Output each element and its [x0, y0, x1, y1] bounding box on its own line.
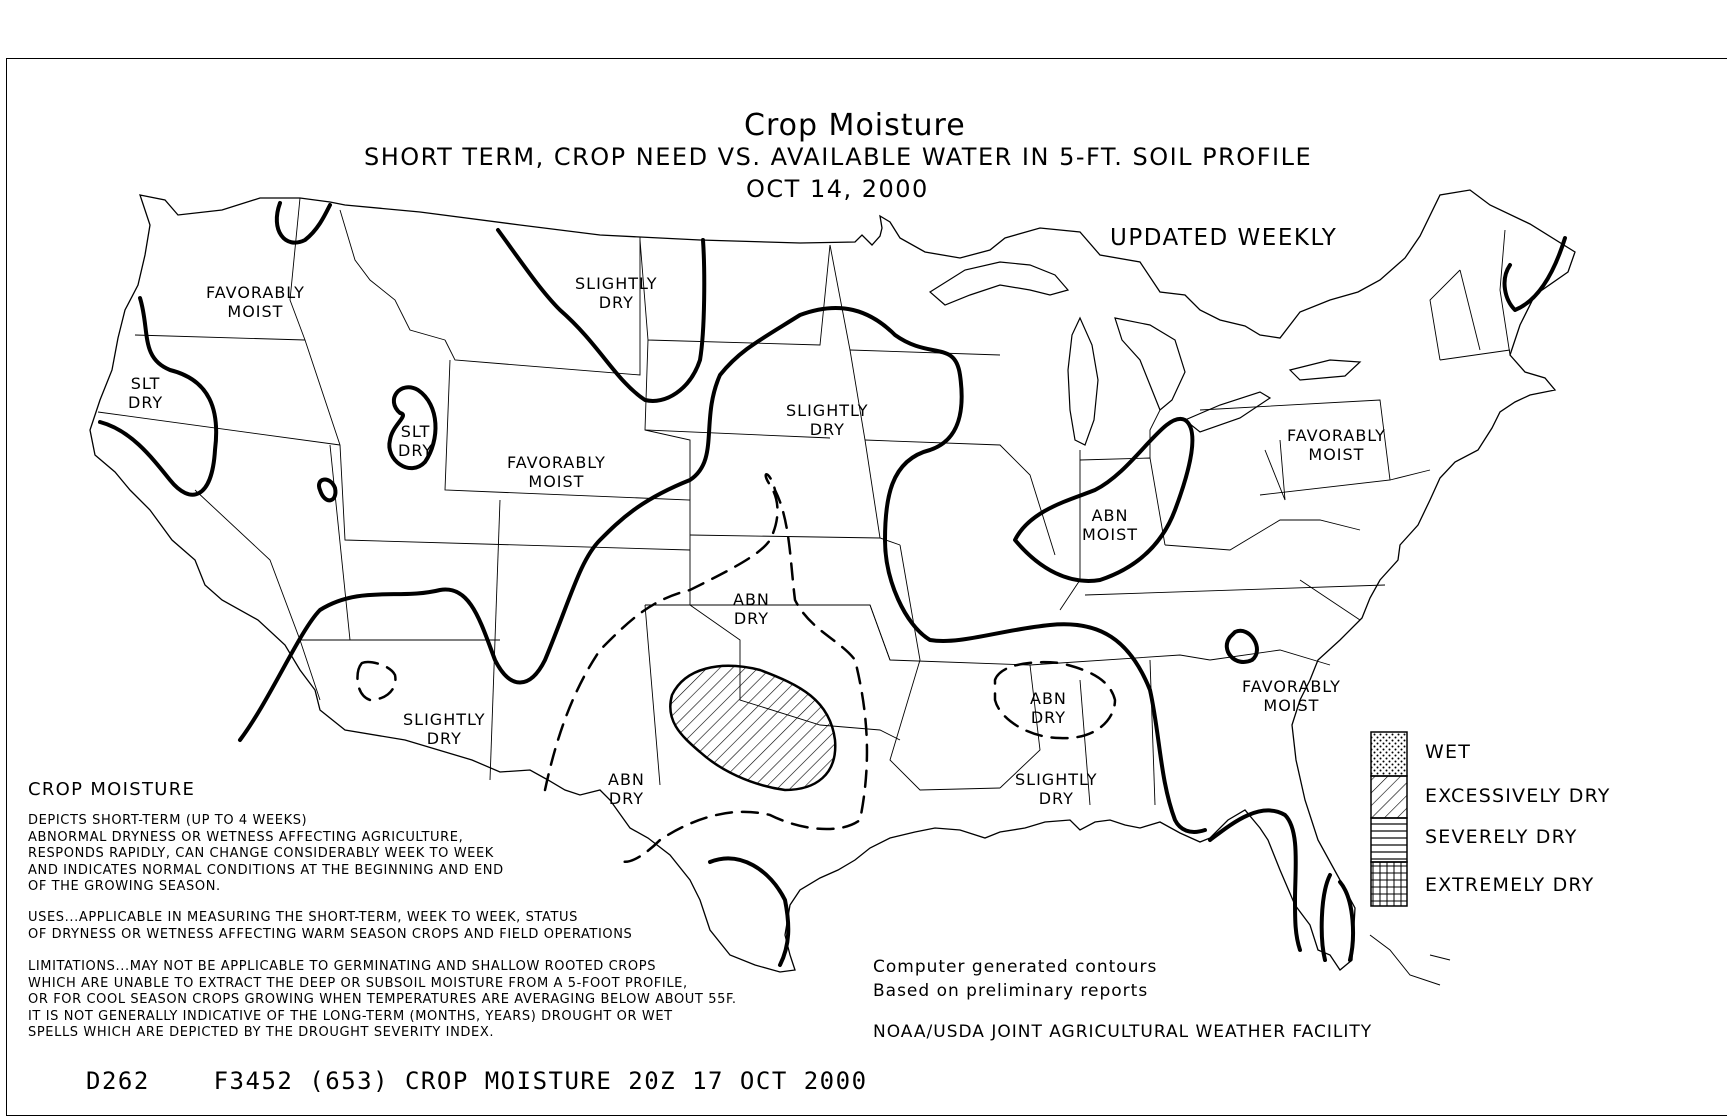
region-label-ne: FAVORABLY MOIST: [1287, 426, 1386, 464]
description-para-2: USES...APPLICABLE IN MEASURING THE SHORT-TERM, WEEK TO WEEK, STATUS OF DRYNESS OR WETNESS AFFECTING WARM SEASON CROPS AND FIELD OPERATIONS: [28, 910, 633, 942]
lake-michigan: [1068, 318, 1098, 445]
lake-huron: [1115, 318, 1185, 410]
region-label-il: ABN MOIST: [1082, 506, 1139, 544]
legend-swatch-extremely-dry: [1371, 862, 1407, 906]
region-label-id: SLT DRY: [398, 422, 434, 460]
description-heading: CROP MOISTURE: [28, 779, 196, 800]
legend-swatches: [1370, 730, 1410, 910]
region-label-wy: FAVORABLY MOIST: [507, 453, 606, 491]
map-subtitle: SHORT TERM, CROP NEED VS. AVAILABLE WATER IN 5-FT. SOIL PROFILE: [364, 143, 1313, 171]
legend-swatch-severely-dry: [1371, 818, 1407, 862]
credit-line-2: Based on preliminary reports: [873, 981, 1149, 1001]
legend-swatch-wet: [1371, 732, 1407, 776]
florida-keys: [1370, 935, 1450, 985]
region-label-ms: ABN DRY: [1030, 689, 1067, 727]
region-label-az: SLIGHTLY DRY: [403, 710, 486, 748]
region-label-ms-slight: SLIGHTLY DRY: [1015, 770, 1098, 808]
region-label-ks: ABN DRY: [733, 590, 770, 628]
lake-ontario: [1290, 360, 1360, 380]
updated-weekly: UPDATED WEEKLY: [1110, 225, 1338, 251]
region-label-sc: FAVORABLY MOIST: [1242, 677, 1341, 715]
region-label-pnw: FAVORABLY MOIST: [206, 283, 305, 321]
legend-label-severely-dry: SEVERELY DRY: [1425, 826, 1578, 848]
region-label-ca: SLT DRY: [128, 374, 164, 412]
legend-swatch-excessively-dry: [1371, 776, 1407, 818]
footer-code: D262 F3452 (653) CROP MOISTURE 20Z 17 OCT 2000: [86, 1067, 868, 1095]
description-para-3: LIMITATIONS...MAY NOT BE APPLICABLE TO GERMINATING AND SHALLOW ROOTED CROPS WHICH ARE UNABLE TO EXTRACT THE DEEP OR SUBSOIL MOISTURE FROM A 5-FOOT PROFILE, OR FOR COOL SEASON CROPS GROWING WHEN TEMPERATURES ARE AVERAGING BELOW ABOUT 55F. IT IS NOT GENERALLY INDICATIVE OF THE LONG-TERM (MONTHS, YEARS) DROUGHT OR WET SPELLS WHICH ARE DEPICTED BY THE DROUGHT SEVERITY INDEX.: [28, 959, 737, 1040]
map-date: OCT 14, 2000: [746, 175, 929, 203]
credit-line-3: NOAA/USDA JOINT AGRICULTURAL WEATHER FACILITY: [873, 1022, 1373, 1042]
description-para-1: DEPICTS SHORT-TERM (UP TO 4 WEEKS) ABNORMAL DRYNESS OR WETNESS AFFECTING AGRICULTURE, RESPONDS RAPIDLY, CAN CHANGE CONSIDERABLY WEEK TO WEEK AND INDICATES NORMAL CONDITIONS AT THE BEGINNING AND END OF THE GROWING SEASON.: [28, 813, 504, 894]
legend-label-wet: WET: [1425, 741, 1471, 763]
region-label-tx: ABN DRY: [608, 770, 645, 808]
map-title: Crop Moisture: [744, 108, 966, 143]
lake-superior: [930, 262, 1068, 305]
legend-label-extremely-dry: EXTREMELY DRY: [1425, 874, 1595, 896]
region-label-mw: SLIGHTLY DRY: [786, 401, 869, 439]
excessively-dry-area: [670, 666, 835, 790]
legend-label-excessively-dry: EXCESSIVELY DRY: [1425, 785, 1611, 807]
lake-erie: [1185, 392, 1270, 432]
credit-line-1: Computer generated contours: [873, 957, 1158, 977]
region-label-mt: SLIGHTLY DRY: [575, 274, 658, 312]
